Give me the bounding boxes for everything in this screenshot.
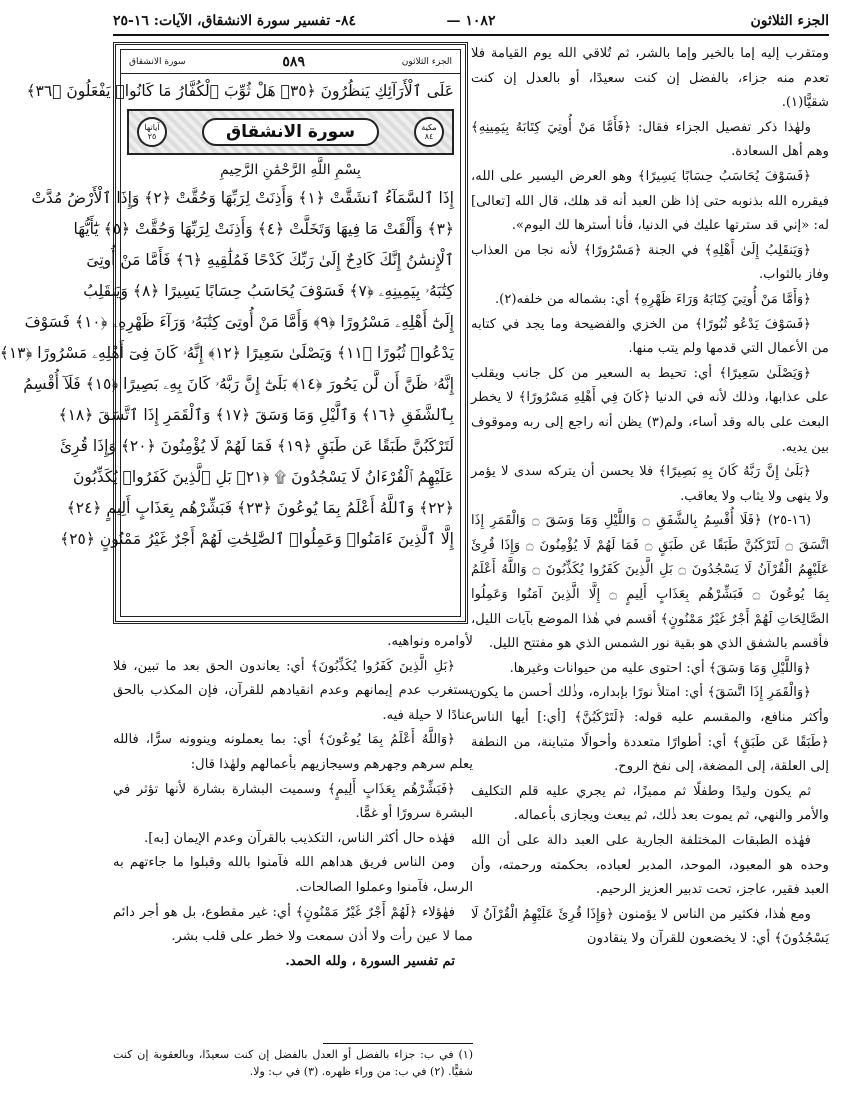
mushaf-page	[0, 42, 468, 624]
paragraph: فهٰذه حال أكثر الناس، التكذيب بالقرآن وعدم الإيمان [به].	[144, 830, 455, 846]
ayah-line: ٱلْإِنسَٰنُ إِنَّكَ كَادِحٌ إِلَىٰ رَبِّكَ كَدْحًا فَمُلَٰقِيهِ ﴿٦﴾ فَأَمَّا مَنْ أُوتِىَ	[86, 251, 454, 269]
paragraph: ﴿وَاللَّهُ أَعْلَمُ بِمَا يُوعُونَ﴾ أي: بما يعملونه وينوونه سرًّا، فالله يعلم سرهم وجهرهم وسيجازيهم بأعمالهم ولهٰذا قال:	[113, 732, 473, 772]
header-juz: الجزء الثلاثون	[750, 13, 829, 29]
paragraph: ﴿بَلَىٰ إِنَّ رَبَّهُ كَانَ بِهِ بَصِيرًا﴾ فلا يحسن أن يتركه سدى لا يؤمر ولا ينهى ولا يثاب ولا يعاقب.	[471, 464, 829, 504]
mushaf-page-number: ٥٨٩	[282, 53, 305, 70]
paragraph: فهٰذه الطبقات المختلفة الجارية على العبد دالة على أن الله وحده هو المعبود، الموحد، المدبر لعباده، بحكمته ورحمته، وأن العبد فقير، عاجز، تحت تدبير العزيز الرحيم.	[471, 833, 829, 898]
header-rule	[113, 34, 829, 36]
ayah-line: عَلَى ٱلْأَرَآئِكِ يَنظُرُونَ ﴿٣٥﴾ هَلْ ثُوِّبَ ٱلْكُفَّارُ مَا كَانُوا۟ يَفْعَلُونَ ﴿٣٦﴾	[26, 82, 454, 100]
mushaf-header	[121, 50, 460, 74]
paragraph: ﴿بَلِ الَّذِينَ كَفَرُوا يُكَذِّبُونَ﴾ أي: يعاندون الحق بعد ما تبين، فلا يستغرب عدم إيمانهم وعدم انقيادهم للقرآن، فإن المكذب بالحق عنادًا لا حيلة فيه.	[113, 658, 473, 723]
ayah-line: كِتَٰبَهُۥ بِيَمِينِهِۦ ﴿٧﴾ فَسَوْفَ يُحَاسَبُ حِسَابًا يَسِيرًا ﴿٨﴾ وَيَنقَلِبُ	[83, 282, 454, 300]
mushaf-juz-label: الجزء الثلاثون	[401, 56, 452, 67]
sura-medal-left: آياتها ٢٥	[137, 117, 167, 147]
ayah-line: ﴿٢٢﴾ وَٱللَّهُ أَعْلَمُ بِمَا يُوعُونَ ﴿٢٣﴾ فَبَشِّرْهُم بِعَذَابٍ أَلِيمٍ ﴿٢٤﴾	[66, 499, 454, 517]
page-header	[113, 8, 829, 34]
header-page-number: ١٠٨٢ —	[446, 13, 496, 29]
paragraph: (١٦-٢٥) ﴿فَلَا أُقْسِمُ بِالشَّفَقِ ۝ وَاللَّيْلِ وَمَا وَسَقَ ۝ وَالْقَمَرِ إِذَا اتَّسَقَ ۝ لَتَرْكَبُنَّ طَبَقًا عَن طَبَقٍ ۝ فَمَا لَهُمْ لَا يُؤْمِنُونَ ۝ وَإِذَا قُرِئَ عَلَيْهِمُ الْقُرْآنُ لَا يَسْجُدُونَ ۝ بَلِ الَّذِينَ كَفَرُوا يُكَذِّبُونَ ۝ وَاللَّهُ أَعْلَمُ بِمَا يُوعُونَ ۝ فَبَشِّرْهُم بِعَذَابٍ أَلِيمٍ ۝ إِلَّا الَّذِينَ آمَنُوا وَعَمِلُوا الصَّالِحَاتِ لَهُمْ أَجْرٌ غَيْرُ مَمْنُونٍ﴾ أقسم في هٰذا الموضع بآيات الليل، فأقسم بالشفق الذي هو بقية نور الشمس الذي هو مفتتح الليل.	[471, 513, 830, 652]
paragraph: ﴿وَيَنقَلِبُ إِلَىٰ أَهْلِهِ﴾ في الجنة ﴿مَسْرُورًا﴾ لأنه نجا من العذاب وفاز بالثواب.	[471, 242, 829, 283]
paragraph: ﴿وَاللَّيْلِ وَمَا وَسَقَ﴾ أي: احتوى عليه من حيوانات وغيرها.	[509, 660, 811, 676]
paragraph: ومتقرب إليه إما بالخير وإما بالشر، ثم تُلاقي الله يوم القيامة فلا تعدم منه جزاء، بالفضل إن كنت سعيدًا، أو بالعدل إن كنت شقيًّا(١).	[471, 46, 829, 111]
paragraph: ومن الناس فريق هداهم الله فآمنوا بالله وقبلوا ما جاءتهم به الرسل، فآمنوا وعملوا الصالحات.	[113, 855, 473, 895]
basmala: بِسْمِ اللَّهِ الرَّحْمَٰنِ الرَّحِيمِ	[220, 162, 361, 178]
mushaf-sura-label: سورة الانشقاق	[129, 56, 186, 67]
ayah-line: إِلَىٰٓ أَهْلِهِۦ مَسْرُورًا ﴿٩﴾ وَأَمَّا مَنْ أُوتِىَ كِتَٰبَهُۥ وَرَآءَ ظَهْرِهِۦ ﴿١٠﴾ فَسَوْفَ	[24, 313, 454, 331]
paragraph: فهٰؤلاء ﴿لَهُمْ أَجْرٌ غَيْرُ مَمْنُونٍ﴾ أي: غير مقطوع، بل هو أجر دائم مما لا عين رأت ولا أذن سمعت ولا خطر على قلب بشر.	[113, 904, 473, 945]
paragraph: ﴿فَسَوْفَ يُحَاسَبُ حِسَابًا يَسِيرًا﴾ وهو العرض اليسير على الله، فيقرره الله بذنوبه حتى إذا ظن العبد أنه قد هلك، قال الله [تعالى] له: «إني قد سترتها عليك في الدنيا، فأنا أسترها لك اليوم».	[471, 168, 829, 234]
paragraph: ثم يكون وليدًا وطفلًا ثم مميزًا، ثم يجري عليه قلم التكليف والأمر والنهي، ثم يموت بعد ذٰلك، ثم يبعث ويجازى بأعماله.	[471, 783, 829, 824]
paragraph: لأوامره ونواهيه.	[387, 634, 473, 649]
header-sura-title: ٨٤- تفسير سورة الانشقاق، الآيات: ١٦-٢٥	[113, 13, 356, 29]
sura-banner	[127, 109, 454, 155]
paragraph: ﴿فَبَشِّرْهُم بِعَذَابٍ أَلِيمٍ﴾ وسميت البشارة بشارة لأنها تؤثر في البشرة سرورًا أو غمًّا.	[113, 781, 473, 822]
ayah-line: إِلَّا ٱلَّذِينَ ءَامَنُوا۟ وَعَمِلُوا۟ ٱلصَّٰلِحَٰتِ لَهُمْ أَجْرٌ غَيْرُ مَمْنُونٍ ﴿٢٥﴾	[60, 530, 454, 548]
paragraph: ﴿وَأَمَّا مَنْ أُوتِيَ كِتَابَهُ وَرَاءَ ظَهْرِهِ﴾ أي: بشماله من خلفه(٢).	[494, 291, 811, 307]
paragraph: ﴿وَيَصْلَىٰ سَعِيرًا﴾ أي: تحيط به السعير من كل جانب ويقلب على عذابها، وذلك لأنه في الدنيا ﴿كَانَ فِي أَهْلِهِ مَسْرُورًا﴾ لا يخطر البعث على باله وقد أساء، ولم(٣) يظن أنه راجع إلى ربه وموقوف بين يديه.	[471, 365, 829, 455]
sura-medal-right: مكية ٨٤	[414, 117, 444, 147]
ayah-line: لَتَرْكَبُنَّ طَبَقًا عَن طَبَقٍ ﴿١٩﴾ فَمَا لَهُمْ لَا يُؤْمِنُونَ ﴿٢٠﴾ وَإِذَا قُرِئَ	[59, 437, 454, 455]
footnote-rule	[323, 1043, 473, 1044]
paragraph: ومع هٰذا، فكثير من الناس لا يؤمنون ﴿وَإِذَا قُرِئَ عَلَيْهِمُ الْقُرْآنُ لَا يَسْجُدُونَ﴾ أي: لا يخضعون للقرآن ولا ينقادون	[471, 906, 829, 947]
ayah-line: يَدْعُوا۟ ثُبُورًا ﴿١١﴾ وَيَصْلَىٰ سَعِيرًا ﴿١٢﴾ إِنَّهُۥ كَانَ فِىٓ أَهْلِهِۦ مَسْرُورًا ﴿١٣﴾	[0, 344, 454, 362]
footnote: (١) في ب: جزاء بالفضل أو العدل بالفضل إن كنت سعيدًا، وبالعقوبة إن كنت شقيًّا. (٢) في ب: من وراء ظهره. (٣) في ب: ولا.	[113, 1048, 473, 1078]
ayah-line: بِٱلشَّفَقِ ﴿١٦﴾ وَٱلَّيْلِ وَمَا وَسَقَ ﴿١٧﴾ وَٱلْقَمَرِ إِذَا ٱتَّسَقَ ﴿١٨﴾	[58, 406, 454, 424]
paragraph: ﴿فَسَوْفَ يَدْعُو ثُبُورًا﴾ من الخزي والفضيحة وما يجد في كتابه من الأعمال التي قدمها ولم يتب منها.	[471, 316, 829, 357]
ayah-line: ﴿٣﴾ وَأَلْقَتْ مَا فِيهَا وَتَخَلَّتْ ﴿٤﴾ وَأَذِنَتْ لِرَبِّهَا وَحُقَّتْ ﴿٥﴾ يَٰٓأَيُّهَا	[73, 220, 454, 238]
footnotes	[113, 1046, 473, 1080]
commentary-right-column	[471, 42, 829, 952]
sura-banner-title: سورة الانشقاق	[202, 118, 379, 146]
paragraph: ولهٰذا ذكر تفصيل الجزاء فقال: ﴿فَأَمَّا مَنْ أُوتِيَ كِتَابَهُ بِيَمِينِهِ﴾ وهم أهل السعادة.	[471, 119, 829, 160]
ayah-line: عَلَيْهِمُ ٱلْقُرْءَانُ لَا يَسْجُدُونَ ۩ ﴿٢١﴾ بَلِ ٱلَّذِينَ كَفَرُوا۟ يُكَذِّبُونَ	[72, 468, 454, 486]
commentary-left-column	[113, 630, 473, 974]
sura-end-note: تم تفسير السورة ، ولله الحمد.	[285, 953, 455, 969]
ayah-line: إِنَّهُۥ ظَنَّ أَن لَّن يَحُورَ ﴿١٤﴾ بَلَىٰٓ إِنَّ رَبَّهُۥ كَانَ بِهِۦ بَصِيرًا ﴿١٥﴾ فَلَآ أُقْسِمُ	[23, 375, 454, 393]
ayah-line: إِذَا ٱلسَّمَآءُ ٱنشَقَّتْ ﴿١﴾ وَأَذِنَتْ لِرَبِّهَا وَحُقَّتْ ﴿٢﴾ وَإِذَا ٱلْأَرْضُ مُدَّتْ	[31, 189, 454, 207]
paragraph: ﴿وَالْقَمَرِ إِذَا اتَّسَقَ﴾ أي: امتلأ نورًا بإبداره، وذٰلك أحسن ما يكون وأكثر منافع، والمقسم عليه قوله: ﴿لَتَرْكَبُنَّ﴾ [أي:] أيها الناس ﴿طَبَقًا عَن طَبَقٍ﴾ أي: أطوارًا متعددة وأحوالًا متباينة، من النطفة إلى العلقة، إلى المضغة، إلى نفخ الروح.	[471, 685, 829, 775]
